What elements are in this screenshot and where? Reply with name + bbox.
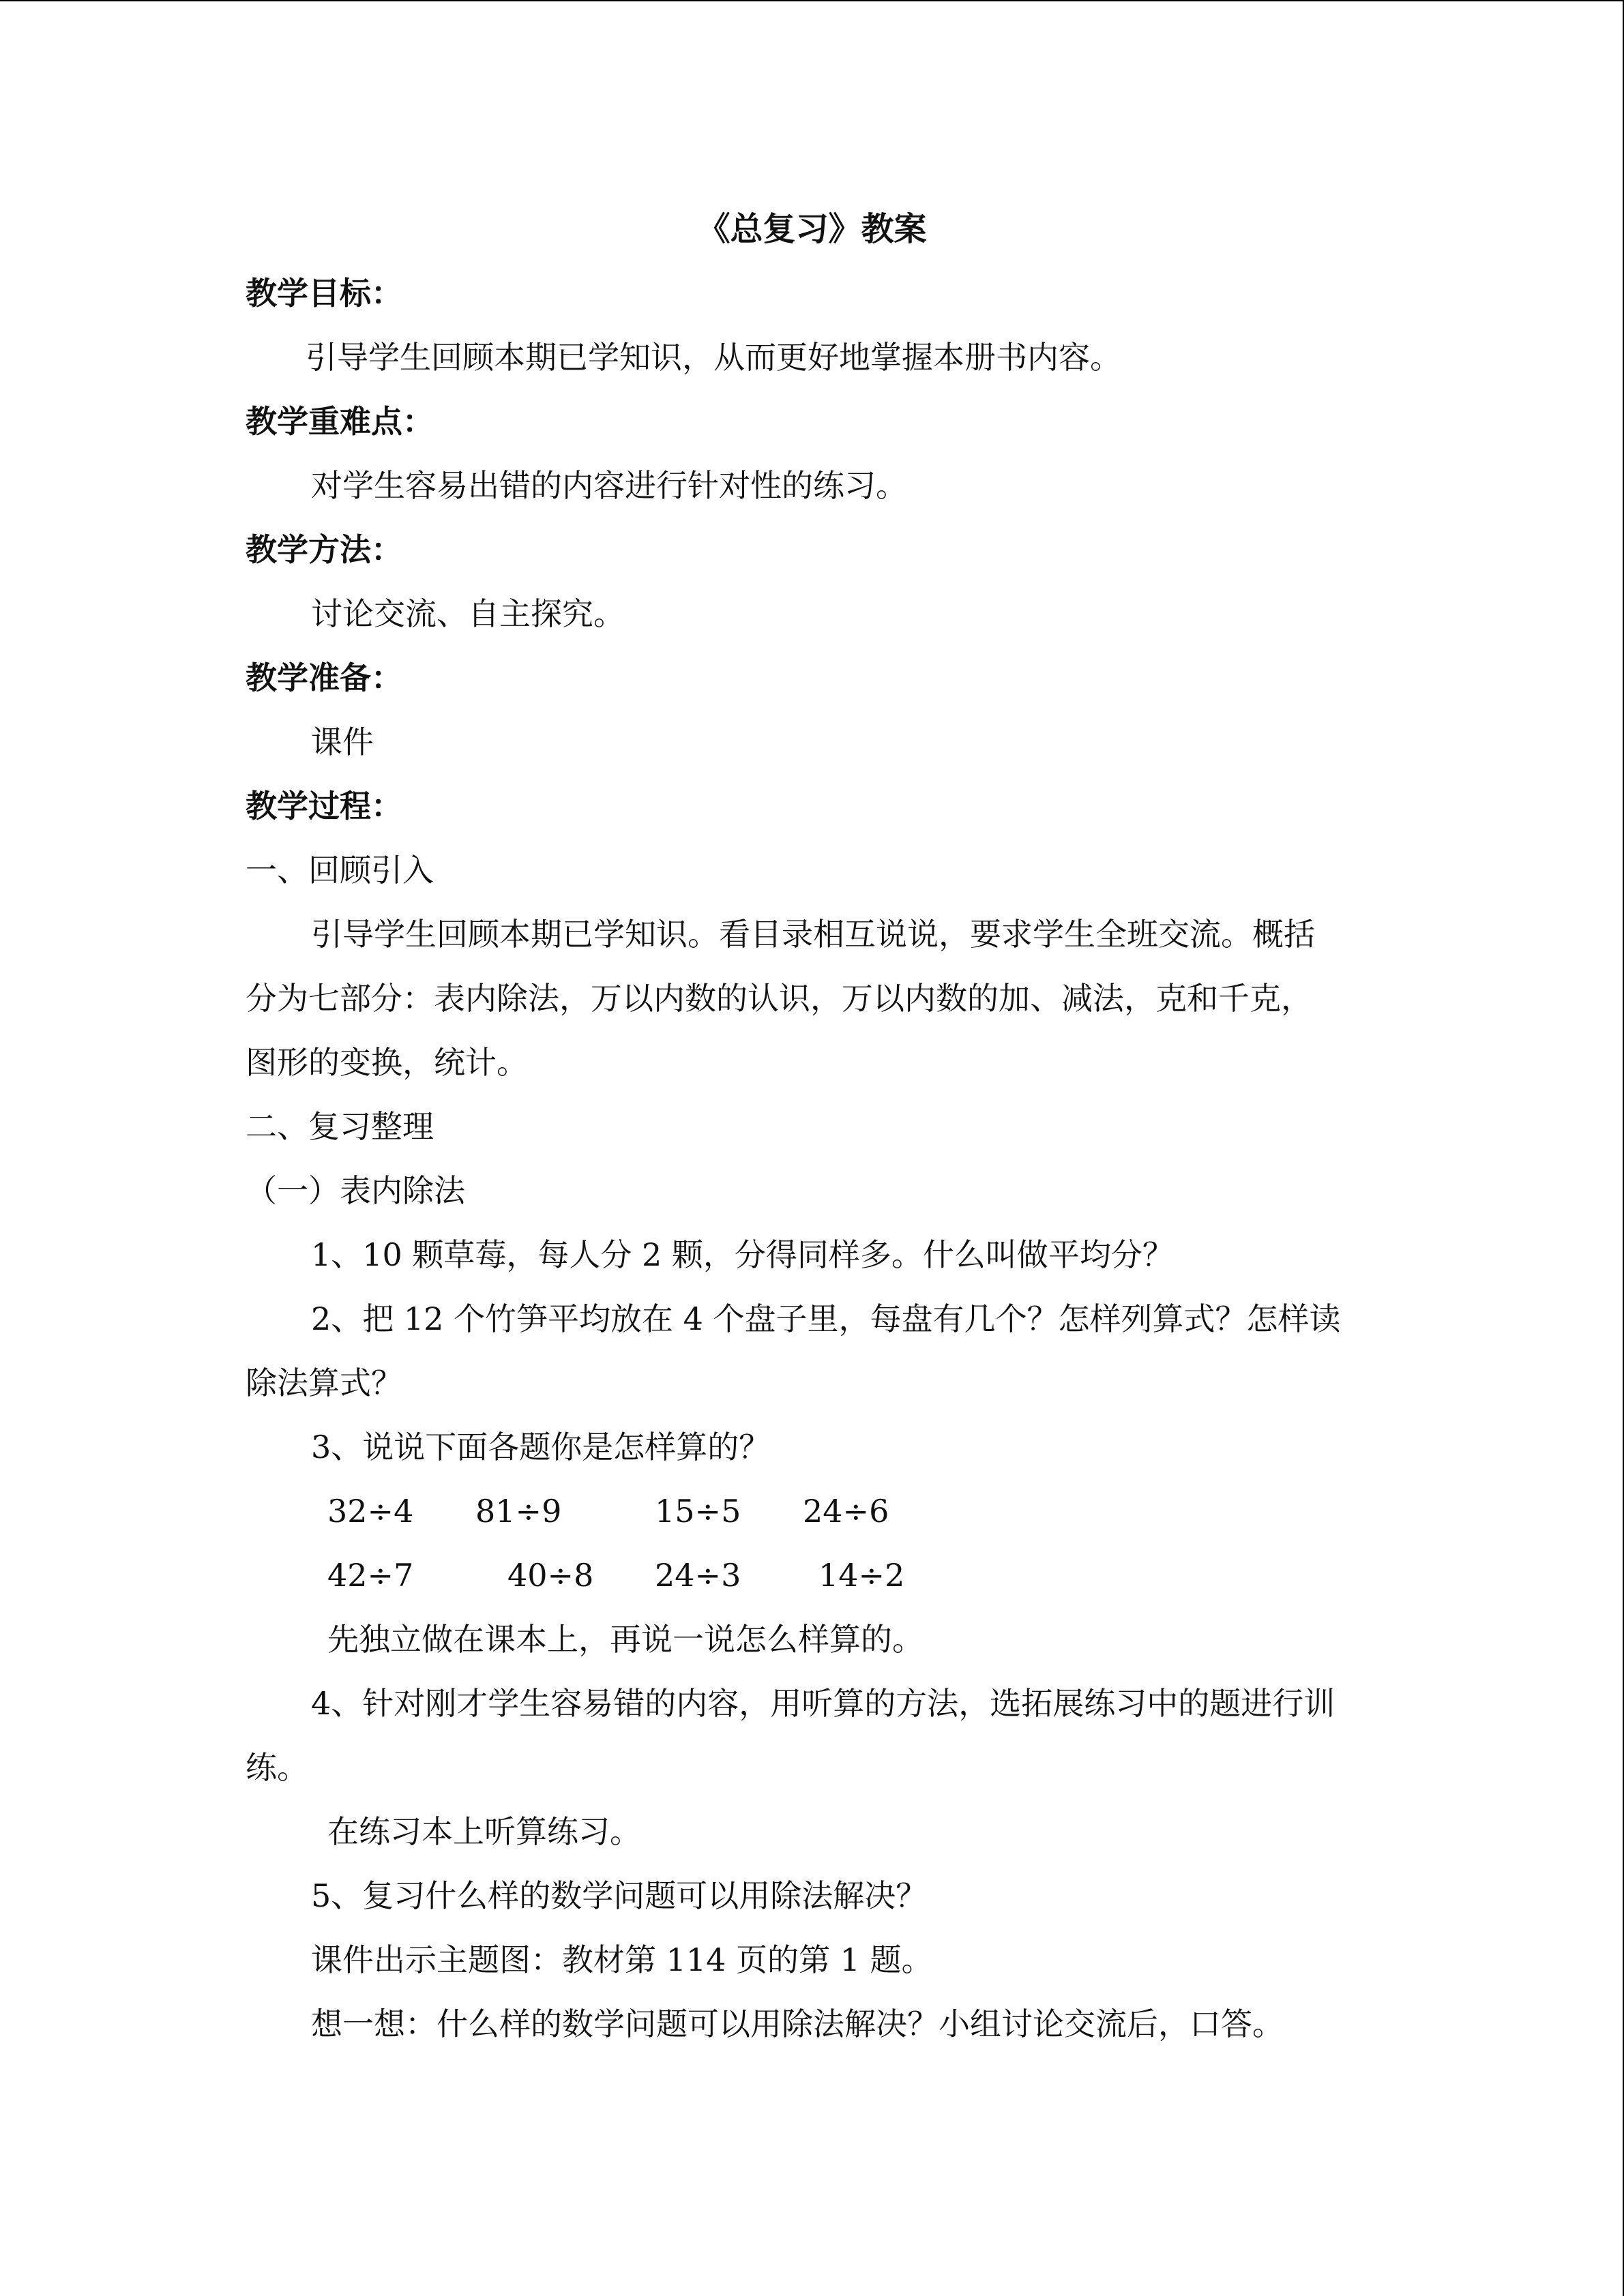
question-5: 5、复习什么样的数学问题可以用除法解决？ xyxy=(311,1877,928,1914)
expression: 42÷7 xyxy=(327,1557,414,1594)
question-2-line1: 2、把 12 个竹笋平均放在 4 个盘子里，每盘有几个？怎样列算式？怎样读 xyxy=(311,1300,1341,1337)
expression: 15÷5 xyxy=(655,1493,741,1530)
part2-heading: 二、复习整理 xyxy=(246,1108,434,1145)
expression: 24÷6 xyxy=(803,1493,889,1530)
question-1: 1、10 颗草莓，每人分 2 颗，分得同样多。什么叫做平均分？ xyxy=(311,1236,1174,1273)
part1-heading: 一、回顾引入 xyxy=(246,852,434,889)
part1-paragraph-line3: 图形的变换，统计。 xyxy=(246,1044,528,1081)
expression: 14÷2 xyxy=(818,1557,905,1594)
part1-paragraph-line1: 引导学生回顾本期已学知识。看目录相互说说，要求学生全班交流。概括 xyxy=(311,916,1315,953)
question-5-note-2: 想一想：什么样的数学问题可以用除法解决？小组讨论交流后，口答。 xyxy=(311,2006,1284,2042)
question-4-line2: 练。 xyxy=(246,1749,308,1786)
part2-subheading-division: （一）表内除法 xyxy=(246,1172,465,1209)
process-heading: 教学过程： xyxy=(246,788,402,824)
prep-heading: 教学准备： xyxy=(246,659,402,696)
question-3: 3、说说下面各题你是怎样算的？ xyxy=(311,1429,771,1465)
expression: 40÷8 xyxy=(507,1557,594,1594)
key-points-text: 对学生容易出错的内容进行针对性的练习。 xyxy=(311,467,907,504)
expression: 32÷4 xyxy=(327,1493,414,1530)
question-2-line2: 除法算式？ xyxy=(246,1365,402,1401)
question-3-note: 先独立做在课本上，再说一说怎么样算的。 xyxy=(327,1621,924,1658)
question-4-line1: 4、针对刚才学生容易错的内容，用听算的方法，选拓展练习中的题进行训 xyxy=(311,1685,1335,1722)
document-title: 《总复习》教案 xyxy=(697,210,927,248)
part1-paragraph-line2: 分为七部分：表内除法，万以内数的认识，万以内数的加、减法，克和千克， xyxy=(246,980,1312,1017)
goal-text: 引导学生回顾本期已学知识，从而更好地掌握本册书内容。 xyxy=(306,339,1121,376)
key-points-heading: 教学重难点： xyxy=(246,403,434,440)
method-heading: 教学方法： xyxy=(246,531,402,568)
prep-text: 课件 xyxy=(311,724,374,760)
expression: 81÷9 xyxy=(475,1493,562,1530)
expression: 24÷3 xyxy=(655,1557,741,1594)
method-text: 讨论交流、自主探究。 xyxy=(311,595,625,632)
question-4-note: 在练习本上听算练习。 xyxy=(327,1813,641,1850)
goal-heading: 教学目标： xyxy=(246,275,402,312)
question-5-note-1: 课件出示主题图：教材第 114 页的第 1 题。 xyxy=(311,1941,933,1978)
